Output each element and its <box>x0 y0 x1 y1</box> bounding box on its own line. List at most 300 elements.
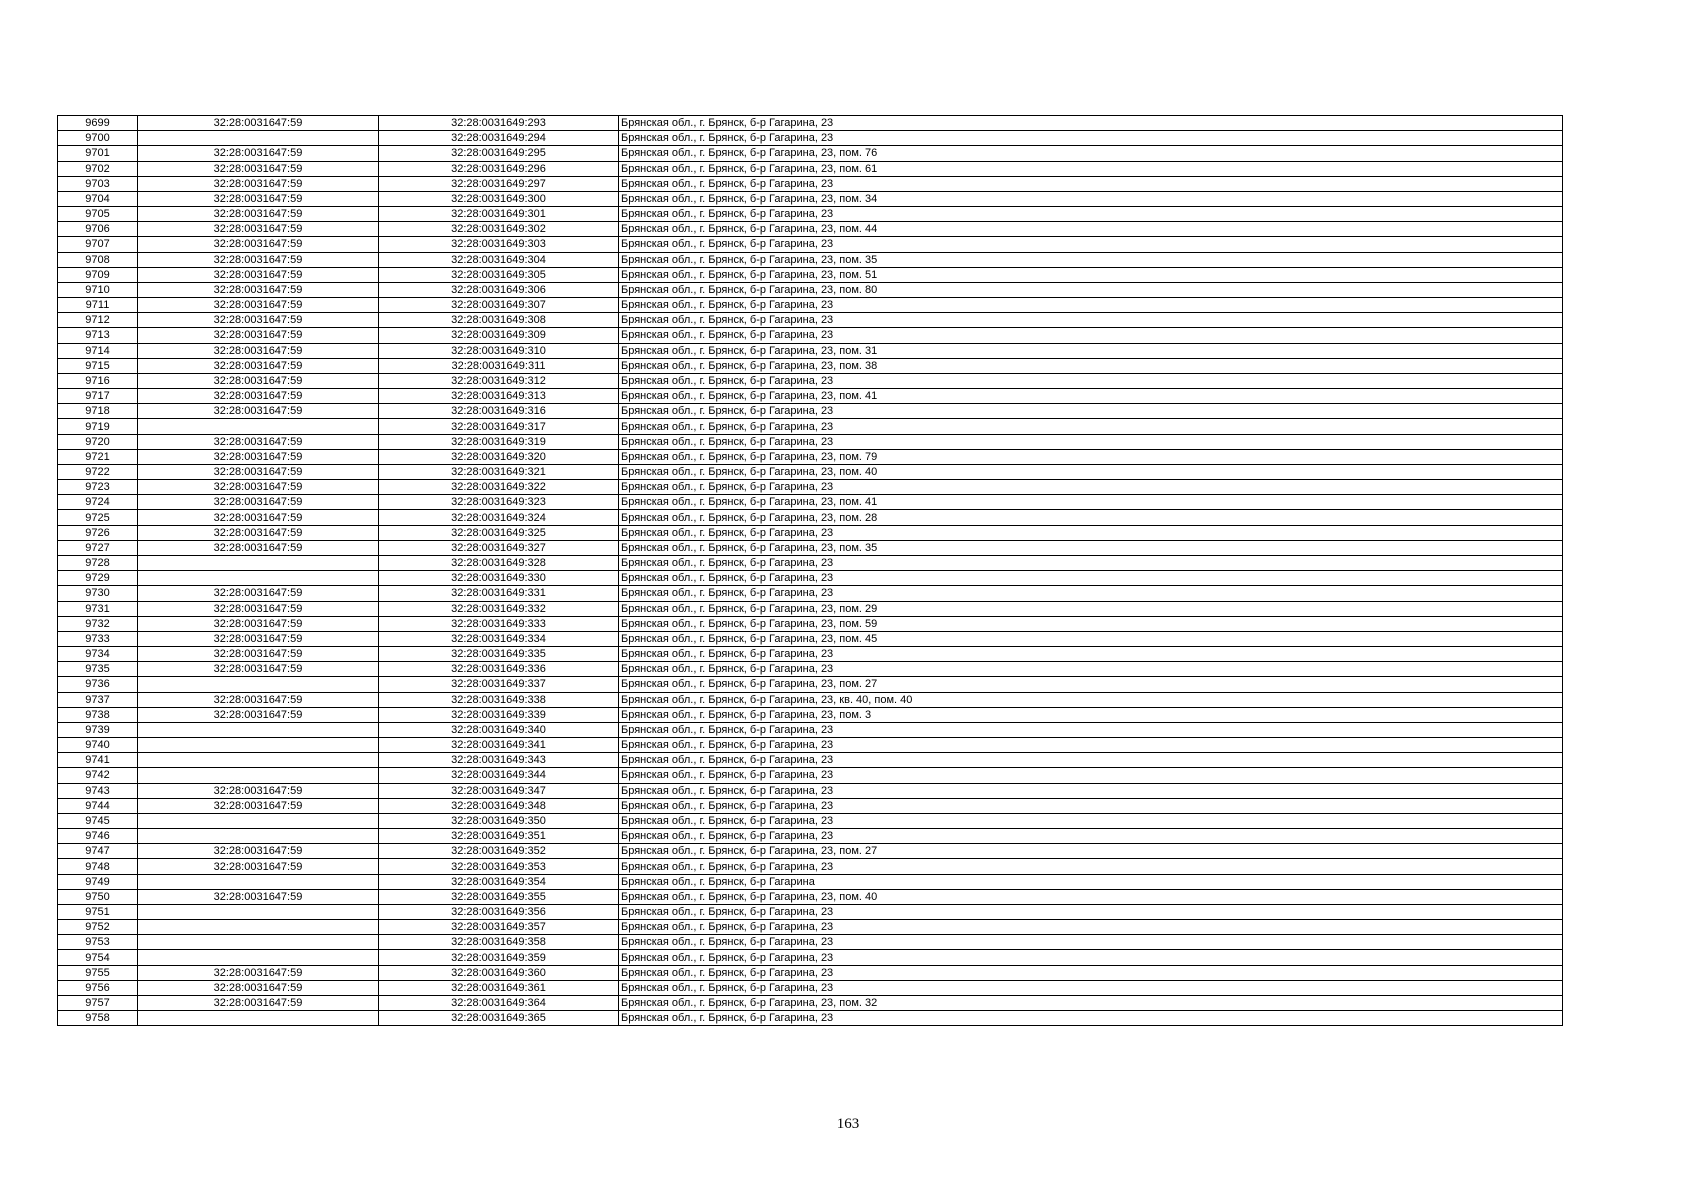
table-row <box>58 419 1563 434</box>
address-cell: Брянская обл., г. Брянск, б-р Гагарина, 23 <box>619 207 1563 222</box>
row-number-cell: 9748 <box>58 859 138 874</box>
address-cell: Брянская обл., г. Брянск, б-р Гагарина, 23 <box>619 571 1563 586</box>
cadastral-number-cell: 32:28:0031649:310 <box>379 343 619 358</box>
cadastral-number-cell: 32:28:0031649:359 <box>379 950 619 965</box>
table-row <box>58 434 1563 449</box>
row-number-cell: 9738 <box>58 707 138 722</box>
table-row <box>58 647 1563 662</box>
cadastral-number-cell: 32:28:0031649:337 <box>379 677 619 692</box>
address-cell: Брянская обл., г. Брянск, б-р Гагарина, 23, пом. 35 <box>619 252 1563 267</box>
cadastral-number-cell: 32:28:0031649:322 <box>379 480 619 495</box>
row-number-cell: 9713 <box>58 328 138 343</box>
cadastral-number-cell: 32:28:0031649:311 <box>379 358 619 373</box>
address-cell: Брянская обл., г. Брянск, б-р Гагарина, 23 <box>619 480 1563 495</box>
row-number-cell: 9745 <box>58 813 138 828</box>
table-row <box>58 449 1563 464</box>
row-number-cell: 9715 <box>58 358 138 373</box>
row-number-cell: 9725 <box>58 510 138 525</box>
row-number-cell: 9702 <box>58 161 138 176</box>
address-cell: Брянская обл., г. Брянск, б-р Гагарина, 23 <box>619 738 1563 753</box>
row-number-cell: 9709 <box>58 267 138 282</box>
row-number-cell: 9754 <box>58 950 138 965</box>
table-row <box>58 252 1563 267</box>
row-number-cell: 9717 <box>58 389 138 404</box>
cadastral-number-cell: 32:28:0031649:293 <box>379 116 619 131</box>
cadastral-number-cell: 32:28:0031649:313 <box>379 389 619 404</box>
table-row <box>58 540 1563 555</box>
row-number-cell: 9741 <box>58 753 138 768</box>
parcel-number-cell: 32:28:0031647:59 <box>138 692 379 707</box>
parcel-number-cell: 32:28:0031647:59 <box>138 282 379 297</box>
address-cell: Брянская обл., г. Брянск, б-р Гагарина, 23, пом. 38 <box>619 358 1563 373</box>
table-row <box>58 738 1563 753</box>
row-number-cell: 9718 <box>58 404 138 419</box>
row-number-cell: 9719 <box>58 419 138 434</box>
parcel-number-cell: 32:28:0031647:59 <box>138 161 379 176</box>
address-cell: Брянская обл., г. Брянск, б-р Гагарина, 23, пом. 40 <box>619 464 1563 479</box>
parcel-number-cell: 32:28:0031647:59 <box>138 358 379 373</box>
table-row <box>58 662 1563 677</box>
cadastral-number-cell: 32:28:0031649:343 <box>379 753 619 768</box>
table-row <box>58 480 1563 495</box>
address-cell: Брянская обл., г. Брянск, б-р Гагарина, 23 <box>619 434 1563 449</box>
address-cell: Брянская обл., г. Брянск, б-р Гагарина, 23, пом. 40 <box>619 889 1563 904</box>
table-row <box>58 525 1563 540</box>
parcel-number-cell <box>138 904 379 919</box>
address-cell: Брянская обл., г. Брянск, б-р Гагарина, 23 <box>619 116 1563 131</box>
table-row <box>58 404 1563 419</box>
row-number-cell: 9737 <box>58 692 138 707</box>
address-cell: Брянская обл., г. Брянск, б-р Гагарина, 23 <box>619 722 1563 737</box>
address-cell: Брянская обл., г. Брянск, б-р Гагарина, 23 <box>619 237 1563 252</box>
table-row <box>58 282 1563 297</box>
row-number-cell: 9700 <box>58 131 138 146</box>
table-row <box>58 995 1563 1010</box>
parcel-number-cell: 32:28:0031647:59 <box>138 328 379 343</box>
address-cell: Брянская обл., г. Брянск, б-р Гагарина, 23 <box>619 647 1563 662</box>
table-row <box>58 874 1563 889</box>
row-number-cell: 9750 <box>58 889 138 904</box>
table-row <box>58 950 1563 965</box>
address-cell: Брянская обл., г. Брянск, б-р Гагарина, 23 <box>619 935 1563 950</box>
parcel-number-cell: 32:28:0031647:59 <box>138 237 379 252</box>
cadastral-number-cell: 32:28:0031649:328 <box>379 555 619 570</box>
parcel-number-cell: 32:28:0031647:59 <box>138 434 379 449</box>
table-row <box>58 510 1563 525</box>
parcel-number-cell <box>138 813 379 828</box>
cadastral-number-cell: 32:28:0031649:303 <box>379 237 619 252</box>
parcel-number-cell <box>138 738 379 753</box>
row-number-cell: 9704 <box>58 191 138 206</box>
address-cell: Брянская обл., г. Брянск, б-р Гагарина, 23 <box>619 1011 1563 1026</box>
table-row <box>58 191 1563 206</box>
table-row <box>58 131 1563 146</box>
row-number-cell: 9734 <box>58 647 138 662</box>
address-cell: Брянская обл., г. Брянск, б-р Гагарина, 23 <box>619 768 1563 783</box>
parcel-number-cell: 32:28:0031647:59 <box>138 783 379 798</box>
table-row <box>58 464 1563 479</box>
parcel-number-cell <box>138 722 379 737</box>
table-row <box>58 298 1563 313</box>
row-number-cell: 9723 <box>58 480 138 495</box>
cadastral-number-cell: 32:28:0031649:356 <box>379 904 619 919</box>
cadastral-number-cell: 32:28:0031649:300 <box>379 191 619 206</box>
address-cell: Брянская обл., г. Брянск, б-р Гагарина, 23 <box>619 328 1563 343</box>
address-cell: Брянская обл., г. Брянск, б-р Гагарина <box>619 874 1563 889</box>
table-row <box>58 343 1563 358</box>
cadastral-number-cell: 32:28:0031649:358 <box>379 935 619 950</box>
address-cell: Брянская обл., г. Брянск, б-р Гагарина, 23, пом. 34 <box>619 191 1563 206</box>
cadastral-number-cell: 32:28:0031649:347 <box>379 783 619 798</box>
address-cell: Брянская обл., г. Брянск, б-р Гагарина, 23, пом. 31 <box>619 343 1563 358</box>
parcel-number-cell: 32:28:0031647:59 <box>138 267 379 282</box>
row-number-cell: 9757 <box>58 995 138 1010</box>
address-cell: Брянская обл., г. Брянск, б-р Гагарина, 23, пом. 3 <box>619 707 1563 722</box>
row-number-cell: 9712 <box>58 313 138 328</box>
table-row <box>58 389 1563 404</box>
cadastral-number-cell: 32:28:0031649:294 <box>379 131 619 146</box>
parcel-number-cell: 32:28:0031647:59 <box>138 859 379 874</box>
row-number-cell: 9730 <box>58 586 138 601</box>
address-cell: Брянская обл., г. Брянск, б-р Гагарина, 23 <box>619 798 1563 813</box>
parcel-number-cell: 32:28:0031647:59 <box>138 116 379 131</box>
parcel-number-cell: 32:28:0031647:59 <box>138 404 379 419</box>
parcel-number-cell: 32:28:0031647:59 <box>138 995 379 1010</box>
parcel-number-cell: 32:28:0031647:59 <box>138 373 379 388</box>
cadastral-number-cell: 32:28:0031649:355 <box>379 889 619 904</box>
parcel-number-cell: 32:28:0031647:59 <box>138 631 379 646</box>
parcel-number-cell: 32:28:0031647:59 <box>138 343 379 358</box>
address-cell: Брянская обл., г. Брянск, б-р Гагарина, 23 <box>619 813 1563 828</box>
parcel-number-cell: 32:28:0031647:59 <box>138 480 379 495</box>
cadastral-number-cell: 32:28:0031649:341 <box>379 738 619 753</box>
table-row <box>58 859 1563 874</box>
cadastral-number-cell: 32:28:0031649:305 <box>379 267 619 282</box>
parcel-number-cell <box>138 753 379 768</box>
table-row <box>58 161 1563 176</box>
cadastral-number-cell: 32:28:0031649:297 <box>379 176 619 191</box>
address-cell: Брянская обл., г. Брянск, б-р Гагарина, 23 <box>619 419 1563 434</box>
row-number-cell: 9728 <box>58 555 138 570</box>
address-cell: Брянская обл., г. Брянск, б-р Гагарина, 23 <box>619 555 1563 570</box>
row-number-cell: 9726 <box>58 525 138 540</box>
address-cell: Брянская обл., г. Брянск, б-р Гагарина, 23 <box>619 313 1563 328</box>
address-cell: Брянская обл., г. Брянск, б-р Гагарина, 23, пом. 41 <box>619 495 1563 510</box>
row-number-cell: 9755 <box>58 965 138 980</box>
parcel-number-cell <box>138 571 379 586</box>
row-number-cell: 9699 <box>58 116 138 131</box>
parcel-number-cell <box>138 829 379 844</box>
row-number-cell: 9746 <box>58 829 138 844</box>
parcel-number-cell <box>138 920 379 935</box>
row-number-cell: 9753 <box>58 935 138 950</box>
row-number-cell: 9722 <box>58 464 138 479</box>
row-number-cell: 9744 <box>58 798 138 813</box>
cadastral-number-cell: 32:28:0031649:357 <box>379 920 619 935</box>
table-row <box>58 358 1563 373</box>
table-row <box>58 844 1563 859</box>
table-row <box>58 904 1563 919</box>
table-row <box>58 116 1563 131</box>
registry-table <box>57 115 1563 1026</box>
address-cell: Брянская обл., г. Брянск, б-р Гагарина, 23, пом. 28 <box>619 510 1563 525</box>
table-row <box>58 586 1563 601</box>
parcel-number-cell: 32:28:0031647:59 <box>138 495 379 510</box>
parcel-number-cell: 32:28:0031647:59 <box>138 844 379 859</box>
cadastral-number-cell: 32:28:0031649:331 <box>379 586 619 601</box>
table-row <box>58 146 1563 161</box>
address-cell: Брянская обл., г. Брянск, б-р Гагарина, 23 <box>619 298 1563 313</box>
cadastral-number-cell: 32:28:0031649:360 <box>379 965 619 980</box>
row-number-cell: 9756 <box>58 980 138 995</box>
table-row <box>58 555 1563 570</box>
row-number-cell: 9749 <box>58 874 138 889</box>
cadastral-number-cell: 32:28:0031649:327 <box>379 540 619 555</box>
address-cell: Брянская обл., г. Брянск, б-р Гагарина, 23 <box>619 525 1563 540</box>
row-number-cell: 9724 <box>58 495 138 510</box>
cadastral-number-cell: 32:28:0031649:320 <box>379 449 619 464</box>
address-cell: Брянская обл., г. Брянск, б-р Гагарина, 23 <box>619 859 1563 874</box>
row-number-cell: 9733 <box>58 631 138 646</box>
parcel-number-cell <box>138 419 379 434</box>
address-cell: Брянская обл., г. Брянск, б-р Гагарина, 23, пом. 44 <box>619 222 1563 237</box>
table-row <box>58 616 1563 631</box>
table-row <box>58 207 1563 222</box>
table-row <box>58 783 1563 798</box>
parcel-number-cell: 32:28:0031647:59 <box>138 252 379 267</box>
table-row <box>58 1011 1563 1026</box>
parcel-number-cell: 32:28:0031647:59 <box>138 889 379 904</box>
row-number-cell: 9736 <box>58 677 138 692</box>
table-row <box>58 601 1563 616</box>
address-cell: Брянская обл., г. Брянск, б-р Гагарина, 23, пом. 32 <box>619 995 1563 1010</box>
cadastral-number-cell: 32:28:0031649:352 <box>379 844 619 859</box>
address-cell: Брянская обл., г. Брянск, б-р Гагарина, 23, кв. 40, пом. 40 <box>619 692 1563 707</box>
address-cell: Брянская обл., г. Брянск, б-р Гагарина, 23, пом. 80 <box>619 282 1563 297</box>
row-number-cell: 9716 <box>58 373 138 388</box>
parcel-number-cell: 32:28:0031647:59 <box>138 146 379 161</box>
parcel-number-cell <box>138 950 379 965</box>
address-cell: Брянская обл., г. Брянск, б-р Гагарина, 23 <box>619 753 1563 768</box>
table-row <box>58 267 1563 282</box>
table-row <box>58 677 1563 692</box>
address-cell: Брянская обл., г. Брянск, б-р Гагарина, 23 <box>619 131 1563 146</box>
row-number-cell: 9751 <box>58 904 138 919</box>
address-cell: Брянская обл., г. Брянск, б-р Гагарина, 23, пом. 79 <box>619 449 1563 464</box>
parcel-number-cell <box>138 677 379 692</box>
cadastral-number-cell: 32:28:0031649:336 <box>379 662 619 677</box>
cadastral-number-cell: 32:28:0031649:361 <box>379 980 619 995</box>
cadastral-number-cell: 32:28:0031649:308 <box>379 313 619 328</box>
cadastral-number-cell: 32:28:0031649:324 <box>379 510 619 525</box>
address-cell: Брянская обл., г. Брянск, б-р Гагарина, 23 <box>619 829 1563 844</box>
parcel-number-cell: 32:28:0031647:59 <box>138 662 379 677</box>
cadastral-number-cell: 32:28:0031649:302 <box>379 222 619 237</box>
row-number-cell: 9747 <box>58 844 138 859</box>
row-number-cell: 9732 <box>58 616 138 631</box>
row-number-cell: 9706 <box>58 222 138 237</box>
cadastral-number-cell: 32:28:0031649:304 <box>379 252 619 267</box>
table-row <box>58 707 1563 722</box>
parcel-number-cell: 32:28:0031647:59 <box>138 510 379 525</box>
table-row <box>58 237 1563 252</box>
parcel-number-cell <box>138 935 379 950</box>
table-row <box>58 935 1563 950</box>
row-number-cell: 9705 <box>58 207 138 222</box>
address-cell: Брянская обл., г. Брянск, б-р Гагарина, 23 <box>619 904 1563 919</box>
parcel-number-cell: 32:28:0031647:59 <box>138 525 379 540</box>
cadastral-number-cell: 32:28:0031649:312 <box>379 373 619 388</box>
table-row <box>58 571 1563 586</box>
table-row <box>58 373 1563 388</box>
row-number-cell: 9740 <box>58 738 138 753</box>
cadastral-number-cell: 32:28:0031649:325 <box>379 525 619 540</box>
table-row <box>58 829 1563 844</box>
parcel-number-cell: 32:28:0031647:59 <box>138 586 379 601</box>
parcel-number-cell: 32:28:0031647:59 <box>138 176 379 191</box>
parcel-number-cell <box>138 555 379 570</box>
cadastral-number-cell: 32:28:0031649:332 <box>379 601 619 616</box>
address-cell: Брянская обл., г. Брянск, б-р Гагарина, 23 <box>619 404 1563 419</box>
cadastral-number-cell: 32:28:0031649:354 <box>379 874 619 889</box>
cadastral-number-cell: 32:28:0031649:340 <box>379 722 619 737</box>
address-cell: Брянская обл., г. Брянск, б-р Гагарина, 23, пом. 41 <box>619 389 1563 404</box>
cadastral-number-cell: 32:28:0031649:296 <box>379 161 619 176</box>
cadastral-number-cell: 32:28:0031649:348 <box>379 798 619 813</box>
table-row <box>58 222 1563 237</box>
row-number-cell: 9714 <box>58 343 138 358</box>
table-row <box>58 631 1563 646</box>
row-number-cell: 9720 <box>58 434 138 449</box>
address-cell: Брянская обл., г. Брянск, б-р Гагарина, 23 <box>619 662 1563 677</box>
address-cell: Брянская обл., г. Брянск, б-р Гагарина, 23, пом. 27 <box>619 844 1563 859</box>
address-cell: Брянская обл., г. Брянск, б-р Гагарина, 23 <box>619 176 1563 191</box>
address-cell: Брянская обл., г. Брянск, б-р Гагарина, 23, пом. 59 <box>619 616 1563 631</box>
parcel-number-cell <box>138 768 379 783</box>
address-cell: Брянская обл., г. Брянск, б-р Гагарина, 23 <box>619 586 1563 601</box>
table-row <box>58 965 1563 980</box>
parcel-number-cell: 32:28:0031647:59 <box>138 707 379 722</box>
row-number-cell: 9742 <box>58 768 138 783</box>
table-row <box>58 980 1563 995</box>
cadastral-number-cell: 32:28:0031649:350 <box>379 813 619 828</box>
table-row <box>58 889 1563 904</box>
table-row <box>58 920 1563 935</box>
parcel-number-cell: 32:28:0031647:59 <box>138 298 379 313</box>
parcel-number-cell <box>138 874 379 889</box>
cadastral-number-cell: 32:28:0031649:301 <box>379 207 619 222</box>
parcel-number-cell: 32:28:0031647:59 <box>138 980 379 995</box>
table-row <box>58 495 1563 510</box>
row-number-cell: 9701 <box>58 146 138 161</box>
address-cell: Брянская обл., г. Брянск, б-р Гагарина, 23, пом. 51 <box>619 267 1563 282</box>
cadastral-number-cell: 32:28:0031649:317 <box>379 419 619 434</box>
cadastral-number-cell: 32:28:0031649:334 <box>379 631 619 646</box>
page-number: 163 <box>836 1116 860 1132</box>
cadastral-number-cell: 32:28:0031649:306 <box>379 282 619 297</box>
cadastral-number-cell: 32:28:0031649:365 <box>379 1011 619 1026</box>
cadastral-number-cell: 32:28:0031649:344 <box>379 768 619 783</box>
cadastral-number-cell: 32:28:0031649:330 <box>379 571 619 586</box>
row-number-cell: 9707 <box>58 237 138 252</box>
table-row <box>58 798 1563 813</box>
parcel-number-cell: 32:28:0031647:59 <box>138 191 379 206</box>
row-number-cell: 9743 <box>58 783 138 798</box>
cadastral-number-cell: 32:28:0031649:323 <box>379 495 619 510</box>
parcel-number-cell: 32:28:0031647:59 <box>138 616 379 631</box>
cadastral-number-cell: 32:28:0031649:351 <box>379 829 619 844</box>
address-cell: Брянская обл., г. Брянск, б-р Гагарина, 23 <box>619 920 1563 935</box>
row-number-cell: 9758 <box>58 1011 138 1026</box>
address-cell: Брянская обл., г. Брянск, б-р Гагарина, 23 <box>619 950 1563 965</box>
parcel-number-cell: 32:28:0031647:59 <box>138 464 379 479</box>
parcel-number-cell: 32:28:0031647:59 <box>138 798 379 813</box>
parcel-number-cell: 32:28:0031647:59 <box>138 389 379 404</box>
table-row <box>58 176 1563 191</box>
cadastral-number-cell: 32:28:0031649:338 <box>379 692 619 707</box>
cadastral-number-cell: 32:28:0031649:316 <box>379 404 619 419</box>
address-cell: Брянская обл., г. Брянск, б-р Гагарина, 23, пом. 45 <box>619 631 1563 646</box>
row-number-cell: 9703 <box>58 176 138 191</box>
address-cell: Брянская обл., г. Брянск, б-р Гагарина, 23 <box>619 783 1563 798</box>
row-number-cell: 9710 <box>58 282 138 297</box>
cadastral-number-cell: 32:28:0031649:309 <box>379 328 619 343</box>
address-cell: Брянская обл., г. Брянск, б-р Гагарина, 23 <box>619 373 1563 388</box>
row-number-cell: 9711 <box>58 298 138 313</box>
cadastral-number-cell: 32:28:0031649:339 <box>379 707 619 722</box>
row-number-cell: 9752 <box>58 920 138 935</box>
parcel-number-cell: 32:28:0031647:59 <box>138 647 379 662</box>
table-row <box>58 722 1563 737</box>
row-number-cell: 9708 <box>58 252 138 267</box>
cadastral-number-cell: 32:28:0031649:335 <box>379 647 619 662</box>
parcel-number-cell: 32:28:0031647:59 <box>138 540 379 555</box>
parcel-number-cell <box>138 131 379 146</box>
table-row <box>58 313 1563 328</box>
table-row <box>58 328 1563 343</box>
parcel-number-cell: 32:28:0031647:59 <box>138 449 379 464</box>
table-row <box>58 692 1563 707</box>
table-row <box>58 768 1563 783</box>
row-number-cell: 9739 <box>58 722 138 737</box>
cadastral-number-cell: 32:28:0031649:353 <box>379 859 619 874</box>
cadastral-number-cell: 32:28:0031649:319 <box>379 434 619 449</box>
parcel-number-cell: 32:28:0031647:59 <box>138 965 379 980</box>
row-number-cell: 9721 <box>58 449 138 464</box>
address-cell: Брянская обл., г. Брянск, б-р Гагарина, 23, пом. 35 <box>619 540 1563 555</box>
parcel-number-cell: 32:28:0031647:59 <box>138 601 379 616</box>
address-cell: Брянская обл., г. Брянск, б-р Гагарина, 23, пом. 27 <box>619 677 1563 692</box>
cadastral-number-cell: 32:28:0031649:307 <box>379 298 619 313</box>
parcel-number-cell <box>138 1011 379 1026</box>
parcel-number-cell: 32:28:0031647:59 <box>138 313 379 328</box>
address-cell: Брянская обл., г. Брянск, б-р Гагарина, 23, пом. 76 <box>619 146 1563 161</box>
address-cell: Брянская обл., г. Брянск, б-р Гагарина, 23, пом. 29 <box>619 601 1563 616</box>
cadastral-number-cell: 32:28:0031649:321 <box>379 464 619 479</box>
table-row <box>58 813 1563 828</box>
parcel-number-cell: 32:28:0031647:59 <box>138 207 379 222</box>
table-row <box>58 753 1563 768</box>
cadastral-number-cell: 32:28:0031649:364 <box>379 995 619 1010</box>
row-number-cell: 9735 <box>58 662 138 677</box>
address-cell: Брянская обл., г. Брянск, б-р Гагарина, 23, пом. 61 <box>619 161 1563 176</box>
registry-table-body <box>58 116 1563 1026</box>
row-number-cell: 9731 <box>58 601 138 616</box>
address-cell: Брянская обл., г. Брянск, б-р Гагарина, 23 <box>619 965 1563 980</box>
row-number-cell: 9727 <box>58 540 138 555</box>
row-number-cell: 9729 <box>58 571 138 586</box>
cadastral-number-cell: 32:28:0031649:333 <box>379 616 619 631</box>
